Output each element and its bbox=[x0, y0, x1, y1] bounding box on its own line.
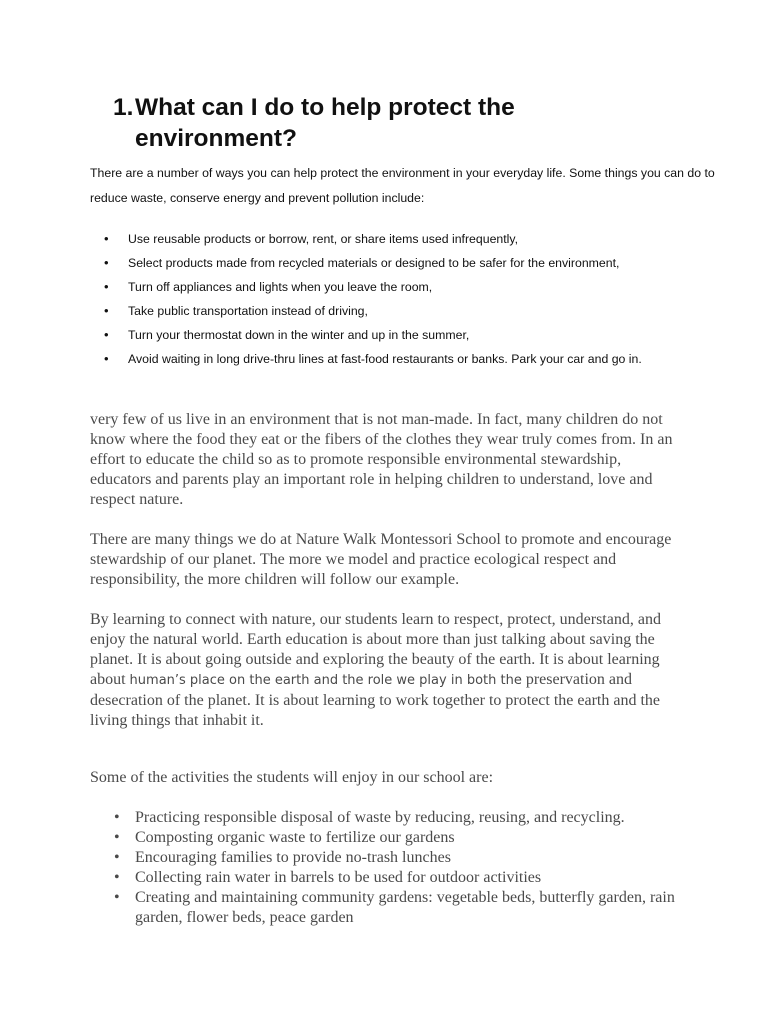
bullet-icon: • bbox=[104, 279, 109, 294]
page-title bbox=[113, 92, 633, 154]
intro-paragraph: There are a number of ways you can help protect the environment in your everyday life. Some things you can do to reduce waste, conserve energy and prevent pollution include: bbox=[90, 166, 715, 205]
paragraph-part-1: By learning to connect with nature, our students learn to respect, protect, understand, and enjoy the natural world. Earth education is about more than just talking about saving the planet. It is about going outside and exploring the beauty of the earth. It is about learning about bbox=[90, 611, 661, 688]
list-item bbox=[90, 227, 690, 251]
activity-text: Collecting rain water in barrels to be used for outdoor activities bbox=[135, 869, 542, 886]
activities-intro: Some of the activities the students will enjoy in our school are: bbox=[90, 769, 494, 786]
activities-list bbox=[90, 808, 690, 928]
activity-text: Composting organic waste to fertilize our gardens bbox=[135, 829, 455, 846]
bullet-icon: • bbox=[114, 869, 120, 886]
tip-text: Use reusable products or borrow, rent, or share items used infrequently, bbox=[128, 232, 519, 246]
activity-text: Creating and maintaining community gardens: vegetable beds, butterfly garden, rain garden, flower beds, peace garden bbox=[135, 889, 675, 926]
list-item bbox=[90, 828, 690, 848]
bullet-icon: • bbox=[114, 849, 120, 866]
paragraph-part-2: human’s place on the earth and the role we play in both the bbox=[129, 673, 522, 688]
bullet-icon: • bbox=[114, 889, 120, 906]
bullet-icon: • bbox=[104, 327, 109, 342]
activity-text: Practicing responsible disposal of waste by reducing, reusing, and recycling. bbox=[135, 809, 625, 826]
bullet-icon: • bbox=[104, 351, 109, 366]
list-item bbox=[90, 323, 690, 347]
list-item bbox=[90, 347, 690, 371]
bullet-icon: • bbox=[104, 303, 109, 318]
list-item bbox=[90, 848, 690, 868]
tips-list bbox=[90, 227, 690, 371]
tip-text: Select products made from recycled materials or designed to be safer for the environment, bbox=[128, 256, 620, 270]
list-item bbox=[90, 275, 690, 299]
heading-line-2: environment? bbox=[135, 125, 297, 152]
tip-text: Take public transportation instead of driving, bbox=[128, 304, 368, 318]
list-item bbox=[90, 888, 690, 928]
bullet-icon: • bbox=[114, 809, 120, 826]
paragraph-part-3: preservation and desecration of the planet. It is about learning to work together to protect the earth and the living things that inhabit it. bbox=[90, 671, 661, 729]
paragraph-environment: very few of us live in an environment that is not man-made. In fact, many children do not know where the food they eat or the fibers of the clothes they wear truly comes from. In an effort to educate the child so as to promote responsible environmental stewardship, educators and parents play an important role in helping children to understand, love and respect nature. bbox=[90, 411, 673, 508]
heading-line-1: What can I do to help protect the bbox=[135, 94, 515, 121]
bullet-icon: • bbox=[114, 829, 120, 846]
activity-text: Encouraging families to provide no-trash lunches bbox=[135, 849, 451, 866]
list-item bbox=[90, 808, 690, 828]
list-item bbox=[90, 251, 690, 275]
tip-text: Turn off appliances and lights when you leave the room, bbox=[128, 280, 433, 294]
paragraph-stewardship: There are many things we do at Nature Walk Montessori School to promote and encourage stewardship of our planet. The more we model and practice ecological respect and responsibility, the more children will follow our example. bbox=[90, 531, 672, 588]
heading-number: 1. bbox=[113, 94, 134, 121]
list-item bbox=[90, 868, 690, 888]
tip-text: Avoid waiting in long drive-thru lines at fast-food restaurants or banks. Park your car and go in. bbox=[128, 352, 642, 366]
bullet-icon: • bbox=[104, 255, 109, 270]
tip-text: Turn your thermostat down in the winter and up in the summer, bbox=[128, 328, 470, 342]
list-item bbox=[90, 299, 690, 323]
paragraph-nature-connection bbox=[90, 610, 680, 731]
bullet-icon: • bbox=[104, 231, 109, 246]
